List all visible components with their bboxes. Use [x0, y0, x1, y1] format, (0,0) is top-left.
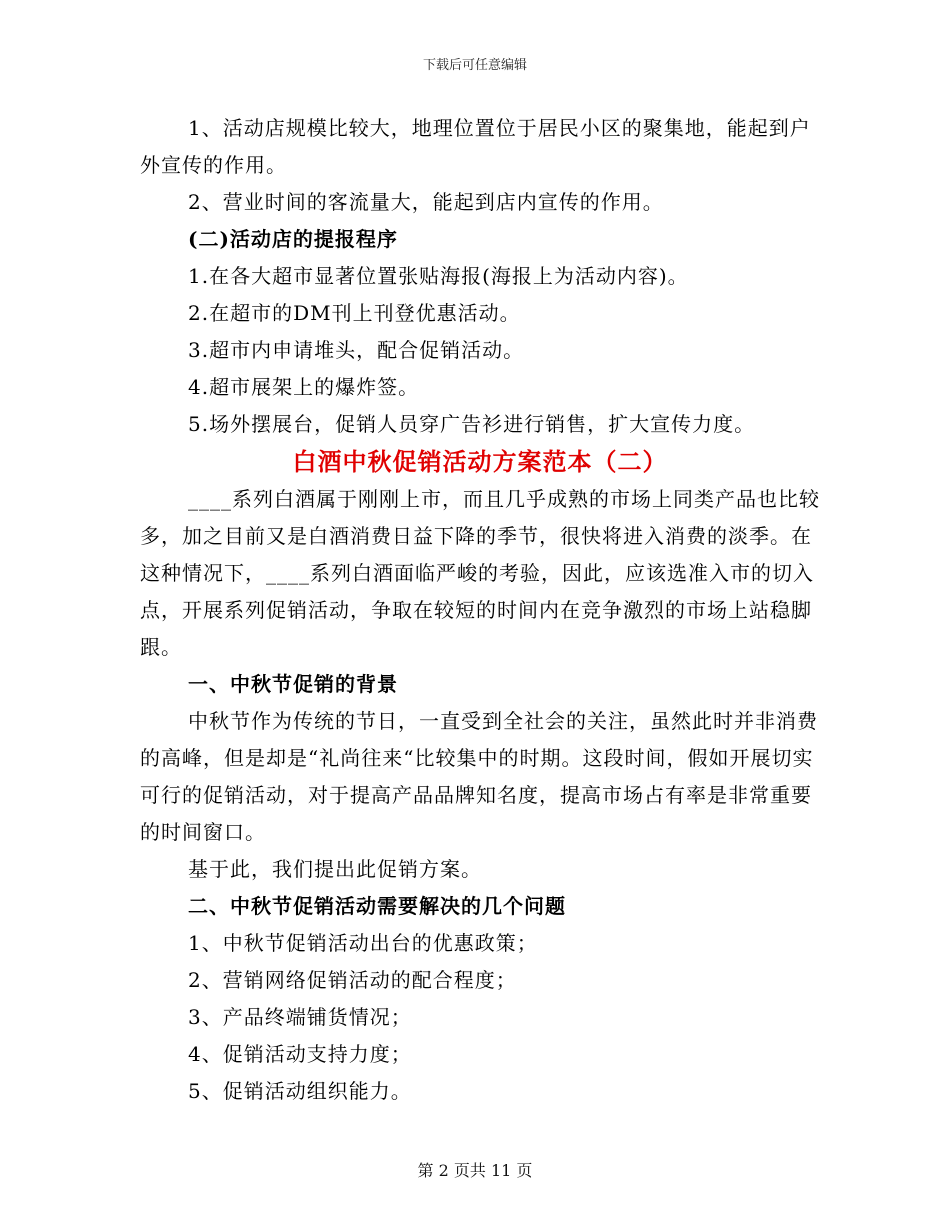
page-header: 下载后可任意编辑: [422, 58, 527, 73]
background-paragraph: 中秋节作为传统的节日，一直受到全社会的关注，虽然此时并非消费的高峰，但是却是“礼尚往来“比较集中的时期。这段时间，假如开展切实可行的促销活动，对于提高产品品牌知名度，提高市场占有率是非常重要的时间窗口。: [140, 709, 818, 844]
section-heading: (二)活动店的提报程序: [188, 227, 398, 251]
list-item: 2、营销网络促销活动的配合程度；: [188, 968, 517, 992]
list-item: 1、中秋节促销活动出台的优惠政策；: [188, 931, 538, 955]
list-item: 1、活动店规模比较大，地理位置位于居民小区的聚集地，能起到户外宣传的作用。: [140, 116, 811, 177]
list-item: 3.超市内申请堆头，配合促销活动。: [188, 338, 525, 362]
list-item: 5、促销活动组织能力。: [188, 1079, 412, 1103]
list-item: 4.超市展架上的爆炸签。: [188, 375, 420, 399]
list-item: 5.场外摆展台，促销人员穿广告衫进行销售，扩大宣传力度。: [188, 412, 756, 436]
list-item: 2.在超市的DM刊上刊登优惠活动。: [188, 301, 521, 325]
conclusion-paragraph: 基于此，我们提出此促销方案。: [188, 857, 482, 881]
intro-paragraph: ____系列白酒属于刚刚上市，而且几乎成熟的市场上同类产品也比较多，加之目前又是白酒消费日益下降的季节，很快将进入消费的淡季。在这种情况下，____系列白酒面临严峻的考验，因此，应该选准入市的切入点，开展系列促销活动，争取在较短的时间内在竞争激烈的市场上站稳脚跟。: [140, 487, 820, 659]
list-item: 4、促销活动支持力度；: [188, 1042, 412, 1066]
section-heading: 一、中秋节促销的背景: [188, 672, 398, 696]
section-heading: 二、中秋节促销活动需要解决的几个问题: [188, 894, 566, 918]
document-title: 白酒中秋促销活动方案范本（二）: [292, 447, 668, 476]
list-item: 3、产品终端铺货情况；: [188, 1005, 412, 1029]
page-footer: 第 2 页共 11 页: [417, 1161, 533, 1180]
list-item: 2、营业时间的客流量大，能起到店内宣传的作用。: [188, 190, 664, 214]
document-body: [140, 110, 820, 1110]
list-item: 1.在各大超市显著位置张贴海报(海报上为活动内容)。: [188, 264, 689, 288]
